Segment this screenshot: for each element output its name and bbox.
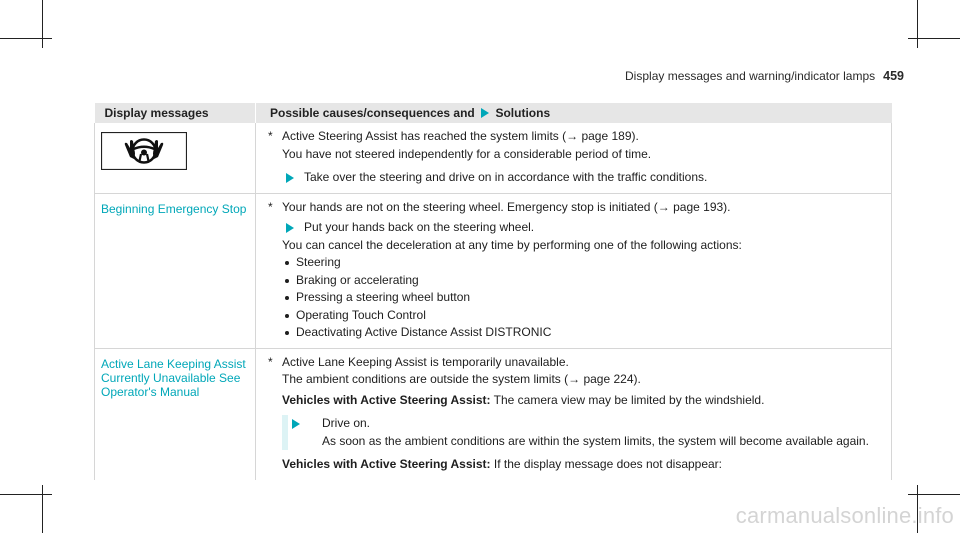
cause-text: The camera view may be limited by the windshield. (493, 392, 765, 407)
cause-text: If the display message does not disappear: (493, 457, 723, 471)
crop-mark (42, 0, 43, 48)
cause-text: Active Lane Keeping Assist is temporarily unavailable. (282, 354, 569, 369)
list-item: Braking or accelerating (268, 272, 885, 290)
cause-text: Your hands are not on the steering wheel. Emergency stop is initiated (→ page 193). (282, 199, 731, 214)
cause-cell: * Active Lane Keeping Assist is temporarily unavailable. The ambient conditions are outside the system limits (→ page 224). Vehicles with Active Steering Assist: The camera view may be limited by the windshield. Drive on. As soon as the ambient conditions are within the system limits, the system will become available again. Vehicles with Active Steering Assist: If the display message does not disappear: (256, 348, 892, 480)
message-title: Currently Unavailable See (101, 370, 241, 385)
cause-text: Active Steering Assist has reached the system limits (→ page 189). (282, 129, 639, 143)
action-text: Drive on. (322, 416, 371, 430)
message-title: Beginning Emergency Stop (101, 201, 247, 216)
crop-mark (0, 494, 52, 495)
action-arrow-icon (292, 419, 300, 429)
action-text: Take over the steering and drive on in accordance with the traffic conditions. (304, 170, 708, 184)
steering-wheel-hands-icon (101, 132, 255, 173)
message-cell (95, 348, 256, 480)
action-text: Put your hands back on the steering wheel. (304, 220, 535, 234)
crop-mark (908, 494, 960, 495)
cause-cell: * Your hands are not on the steering wheel. Emergency stop is initiated (→ page 193). Put your hands back on the steering wheel. You can cancel the deceleration at any time by performing one of the following actions: Steering Braking or accelerating Pressing a steering wheel button Operating Touch Control Deactivating Active Distance Assist DISTRONIC (256, 193, 892, 348)
step-bar (282, 415, 288, 450)
crop-mark (42, 485, 43, 533)
message-title: Active Lane Keeping Assist (101, 356, 246, 371)
list-item: Pressing a steering wheel button (268, 289, 885, 307)
display-messages-table (94, 103, 892, 480)
col-header-display-messages: Display messages (95, 103, 256, 123)
list-item: Steering (268, 254, 885, 272)
message-cell (95, 123, 256, 193)
cause-text: You have not steered independently for a considerable period of time. (282, 146, 652, 161)
page-number: 459 (883, 69, 904, 83)
cause-cell: * Active Steering Assist has reached the system limits (→ page 189). You have not steered independently for a considerable period of time. Take over the steering and drive on in accordance with the traffic conditions. (256, 123, 892, 193)
list-item: Deactivating Active Distance Assist DISTRONIC (268, 324, 885, 342)
vehicle-condition-label: Vehicles with Active Steering Assist: (282, 457, 491, 471)
cause-text: You can cancel the deceleration at any time by performing one of the following actions: (282, 237, 742, 252)
step-text: As soon as the ambient conditions are within the system limits, the system will become available again. (322, 433, 869, 448)
table-row (95, 348, 892, 480)
arrow-icon (481, 108, 489, 118)
action-arrow-icon (286, 223, 294, 233)
section-title: Display messages and warning/indicator lamps (625, 69, 876, 83)
message-cell (95, 193, 256, 348)
cause-text: The ambient conditions are outside the system limits (→ page 224). (282, 372, 641, 386)
crop-mark (917, 0, 918, 48)
table-row (95, 193, 892, 348)
action-arrow-icon (286, 173, 294, 183)
crop-mark (908, 38, 960, 39)
col-header-solutions-text: Solutions (495, 106, 551, 120)
solution-step (282, 415, 885, 450)
message-title: Operator's Manual (101, 384, 200, 399)
vehicle-condition-label: Vehicles with Active Steering Assist: (282, 392, 491, 407)
table-row (95, 123, 892, 193)
col-header-causes (256, 103, 892, 123)
col-header-causes-text: Possible causes/consequences and (270, 106, 475, 120)
crop-mark (0, 38, 52, 39)
watermark: carmanualsonline.info (735, 503, 954, 528)
running-header (625, 69, 904, 83)
list-item: Operating Touch Control (268, 307, 885, 325)
